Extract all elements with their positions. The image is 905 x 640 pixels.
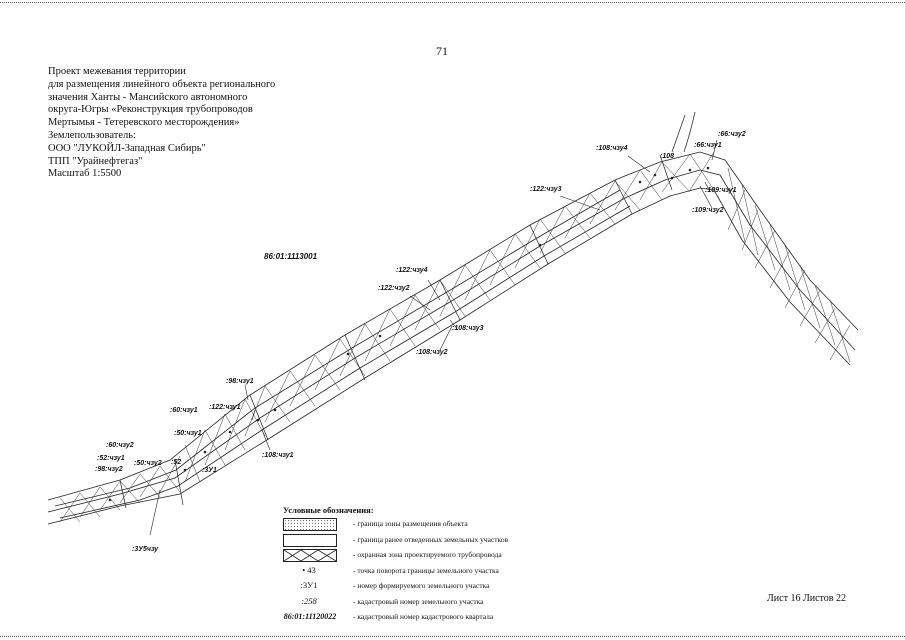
cross-hatch-icon [284,550,336,561]
legend [283,505,583,626]
project-line: Проект межевания территории [48,66,186,77]
legend-cadastral-parcel-symbol: :258 [301,595,317,606]
legend-zone-symbol [283,518,337,531]
protection-zone-hatching [60,152,850,522]
project-line: округа-Югры «Реконструкция трубопроводов [48,104,253,116]
corridor-boundaries [48,152,858,524]
legend-text: - кадастровый номер кадастрового квартала [353,612,494,621]
legend-row-turning-point [283,564,583,580]
legend-previous-parcels-symbol [283,534,337,547]
parcel-label: :108:чзу4 [596,145,628,152]
parcel-label: :109:чзу1 [705,187,737,194]
parcel-label: :66:чзу1 [694,142,722,149]
sheet-info: Лист 16 Листов 22 [767,593,846,604]
project-line: Масштаб 1:5500 [48,168,122,180]
parcel-label: :122:чзу2 [378,285,410,292]
legend-row-cadastral-parcel [283,595,583,611]
project-line: значения Ханты - Мансийского автономного [48,91,248,103]
parcel-label: :52:чзу1 [97,455,125,462]
label-leaders [150,140,717,535]
parcel-label: :66:чзу2 [718,131,746,138]
parcel-label: :98:чзу1 [226,378,254,385]
quarter-label: 86:01:1113001 [264,252,318,261]
legend-row-zone [283,517,583,533]
parcel-label: :50:чзу1 [174,430,202,437]
legend-row-cadastral-quarter [283,610,583,626]
legend-text: - точка поворота границы земельного участка [353,565,499,575]
legend-text: - граница зоны размещения объекта [353,519,468,528]
page-number: 71 [436,44,448,58]
legend-text: - охранная зона проектируемого трубопровода [353,550,502,559]
turning-points [109,167,710,502]
legend-new-parcel-symbol: :3У1 [300,580,318,590]
legend-text: - граница ранее отведенных земельных участков [353,534,509,544]
parcel-label: :50:чзу2 [134,460,162,467]
project-line: Мертымья - Тетеревского месторождения» [48,117,240,129]
parcel-label: :108 [660,153,675,160]
legend-text: - номер формируемого земельного участка [353,581,490,590]
road-line [672,115,685,152]
parcel-label: :122:чзу4 [396,267,428,274]
parcel-label: :98:чзу2 [95,466,123,473]
parcel-label: :122:чзу1 [209,404,241,411]
parcel-label: :122:чзу3 [530,186,562,193]
project-line: ООО "ЛУКОЙЛ-Западная Сибирь" [48,142,206,154]
parcel-label: :109:чзу2 [692,207,724,214]
parcel-label: :52 [171,459,182,466]
project-line: Землепользователь: [48,129,136,141]
legend-cadastral-quarter-symbol: 86:01:11120022 [283,612,337,621]
project-line: для размещения линейного объекта регионального [48,78,276,90]
parcel-label: :60:чзу2 [106,442,134,449]
parcel-label: :108:чзу1 [262,452,294,459]
legend-title: Условные обозначения: [283,505,374,515]
legend-protection-zone-symbol [283,549,337,562]
parcel-label: :60:чзу1 [170,407,198,414]
project-line: ТПП "Урайнефтегаз" [48,155,143,167]
legend-row-protection-zone [283,548,583,564]
legend-text: - кадастровый номер земельного участка [353,596,484,606]
legend-row-new-parcel [283,579,583,595]
legend-row-previous-parcels [283,533,583,549]
parcel-label: :3У1 [202,467,217,474]
parcel-label: :108:чзу2 [416,349,448,356]
parcel-label: :3У5чзу [132,546,159,553]
parcel-label: :108:чзу3 [452,325,484,332]
legend-turning-point-symbol: • 43 [302,564,316,575]
